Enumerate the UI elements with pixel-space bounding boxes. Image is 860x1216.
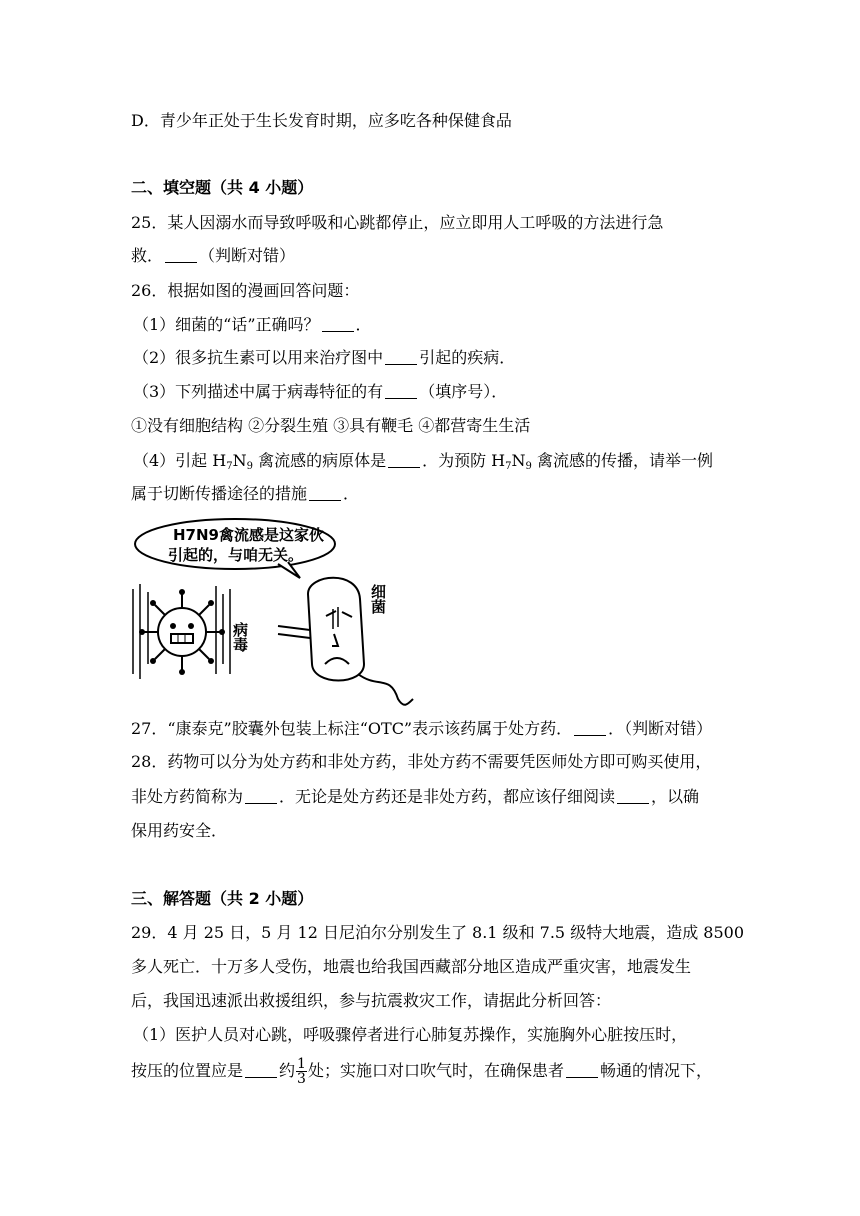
q29-line-3: 后，我国迅速派出救援组织，参与抗震救灾工作，请据此分析回答： — [131, 991, 612, 1010]
answer-blank — [309, 484, 341, 501]
virus-bacteria-cartoon — [128, 514, 428, 706]
q29-part-1-line-2 — [131, 1057, 712, 1086]
q29-text: 处；实施口对口吹气时，在确保患者 — [307, 1061, 564, 1080]
q26-part-4-text: 禽流感的传播，请举一例 — [531, 451, 713, 470]
q26-part-4-text: 属于切断传播途径的措施 — [131, 484, 308, 503]
bacteria-face — [278, 578, 413, 705]
q28-line-1: 28．药物可以分为处方药和非处方药，非处方药不需要凭医师处方即可购买使用， — [131, 752, 712, 771]
q26-part-1-end: ． — [355, 315, 372, 334]
q28-line-2 — [131, 785, 699, 809]
answer-blank — [165, 246, 197, 263]
answer-blank — [322, 315, 354, 332]
subscript: 7 — [505, 461, 512, 472]
q26-part-2-text: （2）很多抗生素可以用来治疗图中 — [133, 348, 384, 367]
q26-part-4-line-2 — [131, 482, 359, 506]
q26-part-2 — [133, 346, 515, 370]
answer-blank — [388, 451, 420, 468]
q25-text: 救． — [131, 246, 164, 265]
q26-options: ①没有细胞结构 ②分裂生殖 ③具有鞭毛 ④都营寄生生活 — [131, 416, 531, 435]
q25-line-2 — [131, 244, 295, 268]
q25-note: （判断对错） — [199, 246, 296, 265]
q29-text: 约 — [279, 1061, 296, 1080]
q26-part-1-text: （1）细菌的“话”正确吗？ — [133, 315, 320, 334]
q26-part-4-text: N — [511, 451, 526, 470]
q26-part-4-end: ． — [343, 484, 360, 503]
q27 — [131, 717, 712, 741]
q26-part-3 — [133, 380, 507, 404]
answer-blank — [245, 787, 277, 804]
section-2-title: 二、填空题（共 4 小题） — [131, 178, 314, 197]
q29-line-2: 多人死亡．十万多人受伤，地震也给我国西藏部分地区造成严重灾害，地震发生 — [131, 957, 692, 976]
q29-text: 畅通的情况下， — [599, 1061, 712, 1080]
answer-blank — [385, 348, 417, 365]
q28-text: ，以确 — [651, 787, 700, 806]
subscript: 9 — [246, 461, 253, 472]
virus-label: 病毒 — [231, 622, 249, 652]
fraction-one-third — [296, 1057, 307, 1086]
q24-option-d: D．青少年正处于生长发育时期，应多吃各种保健食品 — [131, 111, 512, 130]
subscript: 7 — [226, 461, 233, 472]
q25-line-1: 25．某人因溺水而导致呼吸和心跳都停止，应立即用人工呼吸的方法进行急 — [131, 213, 664, 232]
subscript: 9 — [525, 461, 532, 472]
answer-blank — [245, 1061, 277, 1078]
q28-text: 非处方药简称为 — [131, 787, 244, 806]
bubble-text-2: 引起的，与咱无关。 — [168, 546, 304, 564]
virus-face — [139, 589, 225, 675]
section-3-title: 三、解答题（共 2 小题） — [131, 889, 314, 908]
q26-part-4-text: ．为预防 H — [422, 451, 506, 470]
q26-part-4-text: （4）引起 H — [133, 451, 227, 470]
answer-blank — [617, 787, 649, 804]
q26-part-3-end: （填序号）． — [419, 382, 508, 401]
fraction-numerator: 1 — [297, 1056, 306, 1072]
q28-line-3: 保用药安全． — [131, 821, 228, 840]
q26-part-4-text: 禽流感的病原体是 — [252, 451, 387, 470]
answer-blank — [574, 719, 606, 736]
q29-part-1-line-1: （1）医护人员对心跳，呼吸骤停者进行心肺复苏操作，实施胸外心脏按压时， — [133, 1025, 688, 1044]
q28-text: ．无论是处方药还是非处方药，都应该仔细阅读 — [279, 787, 616, 806]
q26-part-3-text: （3）下列描述中属于病毒特征的有 — [133, 382, 384, 401]
fraction-denominator: 3 — [297, 1071, 306, 1087]
q26-part-4-line-1 — [133, 449, 713, 473]
q26-stem: 26．根据如图的漫画回答问题： — [131, 281, 360, 300]
q27-note: ．（判断对错） — [608, 719, 713, 738]
q29-text: 按压的位置应是 — [131, 1061, 244, 1080]
q27-text: 27．“康泰克”胶囊外包装上标注“OTC”表示该药属于处方药． — [131, 719, 573, 738]
q26-part-1 — [133, 313, 372, 337]
answer-blank — [385, 382, 417, 399]
q26-part-2-end: 引起的疾病． — [419, 348, 516, 367]
q26-part-4-text: N — [232, 451, 247, 470]
q29-line-1: 29．4 月 25 日，5 月 12 日尼泊尔分别发生了 8.1 级和 7.5 级特大地震，造成 8500 — [131, 923, 744, 942]
bubble-text-1: H7N9禽流感是这家伙 — [173, 526, 324, 544]
answer-blank — [566, 1061, 598, 1078]
bacteria-label: 细菌 — [369, 584, 387, 614]
